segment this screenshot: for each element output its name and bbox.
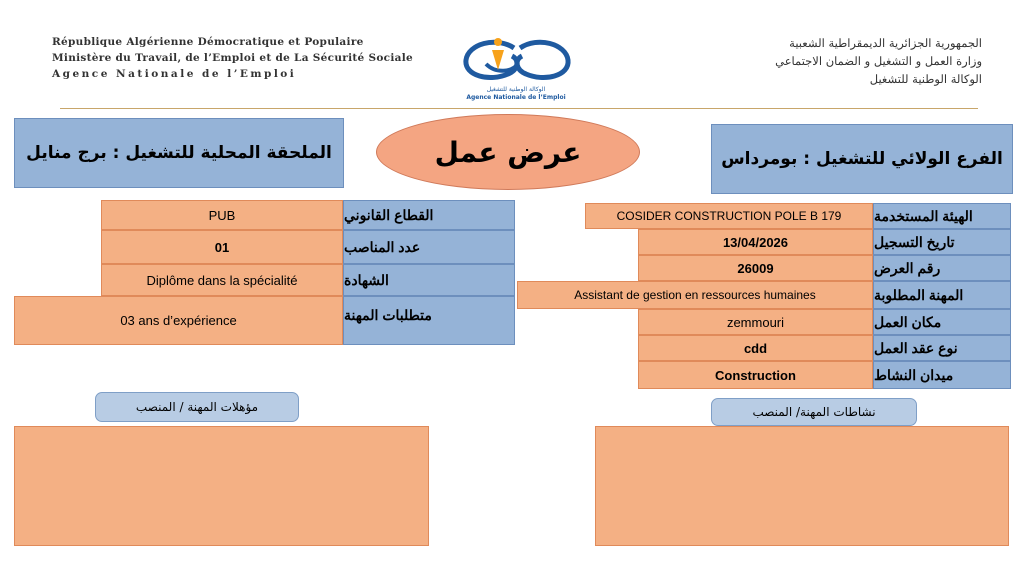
job-offer-title (376, 114, 640, 190)
activity-field-label: ميدان النشاط (873, 361, 1011, 389)
logo-caption-ar: الوكالة الوطنية للتشغيل (486, 86, 546, 93)
activities-label (711, 398, 917, 426)
offer-number-value: 26009 (638, 255, 873, 281)
header-ar-republic: الجمهورية الجزائرية الديمقراطية الشعبية (789, 36, 982, 50)
local-annex-text: الملحقة المحلية للتشغيل : برج منايل (26, 143, 332, 163)
work-location-value: zemmouri (638, 309, 873, 335)
contract-type-label: نوع عقد العمل (873, 335, 1011, 361)
activities-box (595, 426, 1009, 546)
requirements-label: متطلبات المهنة (343, 296, 515, 345)
logo-caption-fr: Agence Nationale de l’Emploi (466, 94, 566, 101)
header-fr-republic: République Algérienne Démocratique et Populaire (52, 36, 364, 48)
activity-field-value: Construction (638, 361, 873, 389)
positions-count-value: 01 (101, 230, 343, 264)
wilaya-branch-text: الفرع الولائي للتشغيل : بومرداس (721, 149, 1003, 169)
registration-date-label: تاريخ التسجيل (873, 229, 1011, 255)
positions-count-label: عدد المناصب (343, 230, 515, 264)
requirements-value: 03 ans d’expérience (14, 296, 343, 345)
header-ar-ministry: وزارة العمل و التشغيل و الضمان الاجتماعي (775, 54, 982, 68)
header-french (52, 34, 432, 82)
header-ar-agency: الوكالة الوطنية للتشغيل (869, 72, 982, 86)
wilaya-branch-box (711, 124, 1013, 194)
qualifications-label (95, 392, 299, 422)
header-divider (60, 108, 978, 109)
logo-caption (446, 86, 586, 102)
registration-date-value: 13/04/2026 (638, 229, 873, 255)
qualifications-label-text: مؤهلات المهنة / المنصب (135, 400, 259, 414)
local-annex-box (14, 118, 344, 188)
header-fr-agency: Agence Nationale de l’Emploi (52, 68, 297, 80)
required-profession-label: المهنة المطلوبة (873, 281, 1011, 309)
employer-label: الهيئة المستخدمة (873, 203, 1011, 229)
legal-sector-label: القطاع القانوني (343, 200, 515, 230)
contract-type-value: cdd (638, 335, 873, 361)
activities-label-text: نشاطات المهنة/ المنصب (752, 405, 876, 419)
legal-sector-value: PUB (101, 200, 343, 230)
header-arabic (602, 34, 982, 88)
qualifications-box (14, 426, 429, 546)
offer-number-label: رقم العرض (873, 255, 1011, 281)
diploma-label: الشهادة (343, 264, 515, 296)
anem-logo-icon (456, 30, 578, 90)
header-fr-ministry: Ministère du Travail, de l’Emploi et de La Sécurité Sociale (52, 52, 414, 64)
employer-value: COSIDER CONSTRUCTION POLE B 179 (585, 203, 873, 229)
job-offer-title-text: عرض عمل (434, 135, 582, 169)
required-profession-value: Assistant de gestion en ressources humaines (517, 281, 873, 309)
work-location-label: مكان العمل (873, 309, 1011, 335)
diploma-value: Diplôme dans la spécialité (101, 264, 343, 296)
